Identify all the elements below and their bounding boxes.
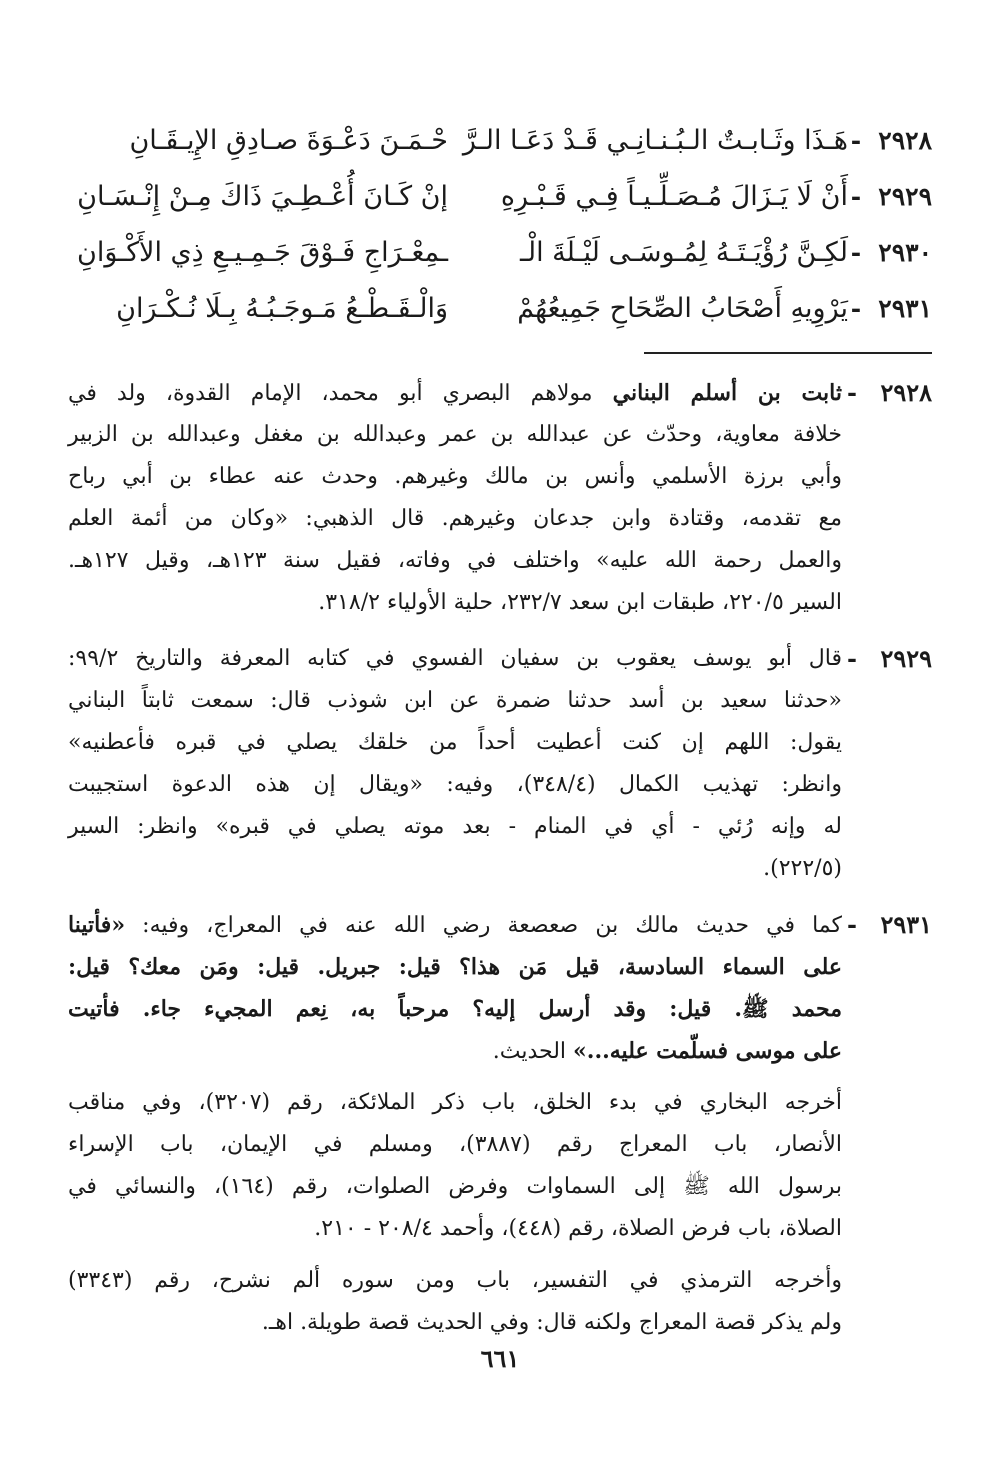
footnote-line: مع تقدمه، وقتادة وابن جدعان وغيرهم. قال الذهبي: «وكان من أئمة العلم xyxy=(68,506,842,531)
footnote-number: ٢٩٢٩ xyxy=(880,644,932,673)
hadith-quote: «فأتينا xyxy=(68,912,126,938)
takhrij-paragraph xyxy=(68,1260,842,1344)
footnote-line: وأخرجه الترمذي في التفسير، باب ومن سوره ألم نشرح، رقم (٣٣٤٣) xyxy=(68,1268,842,1293)
footnote-separator-rule xyxy=(644,352,932,354)
verse-second-hemistich: ـمِعْـرَاجِ فَـوْقَ جَـمِـيـعِ ذِي الأَكْـوَانِ xyxy=(77,236,448,268)
footnote-line: الصلاة، باب فرض الصلاة، رقم (٤٤٨)، وأحمد ٢٠٨/٤ - ٢١٠. xyxy=(314,1216,842,1241)
footnote-2929 xyxy=(68,638,932,890)
footnote-line xyxy=(68,372,842,414)
verse-second-hemistich: إنْ كَـانَ أُعْـطِـيَ ذَاكَ مِـنْ إِنْـسَـانِ xyxy=(77,180,448,212)
footnote-line: له وإنه رُئي - أي في المنام - بعد موته يصلي في قبره» وانظر: السير xyxy=(68,814,842,839)
verse-first-hemistich: هَـذَا وثَـابـتٌ الـبُـنـانِـي قَـدْ دَعَـا الـرَّ xyxy=(462,124,848,156)
footnote-line: وأبي برزة الأسلمي وأنس بن مالك وغيرهم. وحدث عنه عطاء بن أبي رباح xyxy=(68,464,842,489)
footnote-line: الأنصار، باب المعراج رقم (٣٨٨٧)، ومسلم في الإيمان، باب الإسراء xyxy=(68,1132,842,1157)
verse-number: ٢٩٢٩ xyxy=(878,181,932,211)
poem-block xyxy=(68,112,932,336)
footnote-line xyxy=(68,904,842,946)
footnote-line: قال أبو يوسف يعقوب بن سفيان الفسوي في كتابه المعرفة والتاريخ ٩٩/٢: xyxy=(68,646,842,671)
page-number: ٦٦١ xyxy=(480,1344,520,1373)
verse-dash: - xyxy=(850,237,862,267)
footnote-line: «حدثنا سعيد بن أسد حدثنا ضمرة عن ابن شوذب قال: سمعت ثابتاً البناني xyxy=(68,688,842,713)
footnote-line: خلافة معاوية، وحدّث عن عبدالله بن عمر وعبدالله بن مغفل وعبدالله بن الزبير xyxy=(68,422,842,447)
verse-second-hemistich: حْـمَـنَ دَعْـوَةَ صـادِقِ الإِيـقَـانِ xyxy=(129,124,448,156)
footnote-line: وانظر: تهذيب الكمال (٣٤٨/٤)، وفيه: «ويقال إن هذه الدعوة استجيبت xyxy=(68,772,842,797)
footnote-text: الحديث. xyxy=(492,1039,574,1064)
footnote-text: كما في حديث مالك بن صعصعة رضي الله عنه في المعراج، وفيه: xyxy=(125,913,842,938)
footnote-line: السير ٢٢٠/٥، طبقات ابن سعد ٢٣٢/٧، حلية الأولياء ٣١٨/٢. xyxy=(318,590,842,615)
footnote-line: والعمل رحمة الله عليه» واختلف في وفاته، فقيل سنة ١٢٣هـ، وقيل ١٢٧هـ. xyxy=(68,548,842,573)
footnote-line: أخرجه البخاري في بدء الخلق، باب ذكر الملائكة، رقم (٣٢٠٧)، وفي مناقب xyxy=(68,1090,842,1115)
footnote-line: يقول: اللهم إن كنت أعطيت أحداً من خلقك يصلي في قبره فأعطنيه» xyxy=(68,730,842,755)
footnote-number: ٢٩٣١ xyxy=(880,910,932,939)
footnote-dash: - xyxy=(847,910,857,939)
footnote-2928 xyxy=(68,372,932,624)
verse-row xyxy=(68,112,932,168)
verse-dash: - xyxy=(850,181,862,211)
hadith-quote-line: على السماء السادسة، قيل مَن هذا؟ قيل: جبريل. قيل: ومَن معك؟ قيل: xyxy=(68,954,842,980)
footnote-dash: - xyxy=(847,644,857,673)
footnote-dash: - xyxy=(847,378,857,407)
footnotes xyxy=(68,372,932,1358)
verse-second-hemistich: وَالْـقَـطْـعُ مَـوجَـبُـهُ بِـلَا نُـكْـرَانِ xyxy=(116,292,448,324)
verse-first-hemistich: أَنْ لَا يَـزَالَ مُـصَـلِّـيـاً فِـي قَـبْـرِهِ xyxy=(500,180,848,212)
verse-number: ٢٩٢٨ xyxy=(878,125,932,155)
footnote-line: (٢٢٢/٥). xyxy=(763,856,842,881)
verse-row xyxy=(68,168,932,224)
hadith-quote-line: محمد ﷺ. قيل: وقد أرسل إليه؟ مرحباً به، نِعم المجيء جاء. فأتيت xyxy=(68,996,842,1022)
verse-first-hemistich: لَكِـنَّ رُؤْيَـتَـهُ لِمُـوسَـى لَيْـلَةَ الْـ xyxy=(519,236,848,268)
verse-number: ٢٩٣٠ xyxy=(878,237,932,267)
verse-first-hemistich: يَرْوِيهِ أَصْحَابُ الصِّحَاحِ جَمِيعُهُمْ xyxy=(517,292,848,324)
verse-number: ٢٩٣١ xyxy=(878,293,932,323)
hadith-quote: على موسى فسلّمت عليه...» xyxy=(573,1038,842,1064)
footnote-number: ٢٩٢٨ xyxy=(880,378,932,407)
footnote-line xyxy=(68,1030,842,1072)
verse-dash: - xyxy=(850,293,862,323)
narrator-name: ثابت بن أسلم البناني xyxy=(612,380,842,406)
verse-row xyxy=(68,280,932,336)
footnote-text: مولاهم البصري أبو محمد، الإمام القدوة، ولد في xyxy=(68,381,613,406)
footnote-line: ولم يذكر قصة المعراج ولكنه قال: وفي الحديث قصة طويلة. اهـ. xyxy=(261,1310,842,1335)
verse-dash: - xyxy=(850,125,862,155)
footnote-line: برسول الله ﷺ إلى السماوات وفرض الصلوات، رقم (١٦٤)، والنسائي في xyxy=(68,1174,842,1199)
footnote-2931 xyxy=(68,904,932,1344)
verse-row xyxy=(68,224,932,280)
takhrij-paragraph xyxy=(68,1082,842,1250)
